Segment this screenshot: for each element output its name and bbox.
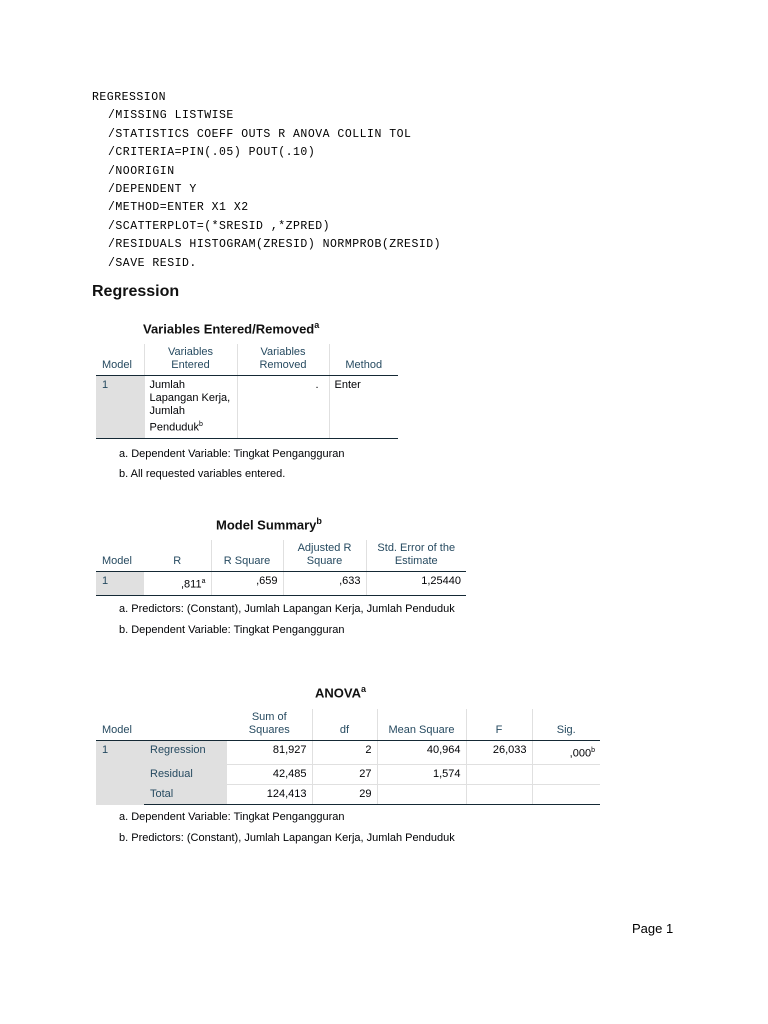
cell-std-error: 1,25440 [366, 572, 466, 596]
variables-table-title [143, 320, 319, 336]
row-label-total: Total [144, 784, 227, 804]
cell-df: 27 [312, 764, 377, 784]
row-model-1: 1 [96, 376, 144, 439]
cell-sig [532, 764, 600, 784]
cell-footnote-marker: b [591, 747, 595, 754]
col-header-method: Method [329, 344, 398, 376]
cell-footnote-marker: a [201, 578, 206, 585]
cell-f: 26,033 [466, 741, 532, 765]
cell-variables-removed: . [237, 376, 329, 439]
title-footnote-marker: b [316, 516, 322, 526]
page-number: Page 1 [632, 921, 674, 936]
cell-df: 29 [312, 784, 377, 804]
col-header-std-error: Std. Error of the Estimate [366, 540, 466, 572]
table-row [96, 784, 600, 804]
syntax-line: /SAVE RESID. [108, 256, 197, 270]
col-header-r: R [144, 540, 211, 572]
model-summary-title [216, 516, 322, 532]
variables-entered-table [96, 344, 398, 439]
model-summary-table [96, 540, 466, 596]
syntax-line: /STATISTICS COEFF OUTS R ANOVA COLLIN TOL [108, 127, 412, 141]
cell-sig-text: ,000 [569, 747, 592, 760]
row-model-1: 1 [96, 572, 144, 596]
table-row [96, 376, 398, 439]
col-header-f: F [466, 709, 532, 741]
cell-sig [532, 784, 600, 804]
cell-mean-square [377, 784, 466, 804]
footnote: b. Predictors: (Constant), Jumlah Lapangan Kerja, Jumlah Penduduk [119, 832, 455, 844]
cell-f [466, 784, 532, 804]
syntax-line: /METHOD=ENTER X1 X2 [108, 201, 249, 215]
cell-variables-entered-text: Jumlah Lapangan Kerja, Jumlah Penduduk [149, 379, 231, 434]
col-header-r-square: R Square [211, 540, 283, 572]
col-header-mean-square: Mean Square [377, 709, 466, 741]
syntax-line: REGRESSION [92, 91, 167, 104]
cell-adjusted-r-square: ,633 [283, 572, 366, 596]
col-header-variables-entered: Variables Entered [144, 344, 237, 376]
cell-footnote-marker: b [199, 421, 203, 428]
syntax-line: /CRITERIA=PIN(.05) POUT(.10) [108, 146, 316, 160]
footnote: b. Dependent Variable: Tingkat Pengangguran [119, 624, 345, 636]
col-header-blank [144, 709, 227, 741]
cell-variables-entered [144, 376, 237, 439]
cell-sum-of-squares: 42,485 [227, 764, 312, 784]
row-model-1: 1 [96, 741, 144, 805]
syntax-block [92, 89, 441, 273]
cell-r [144, 572, 211, 596]
syntax-line: /DEPENDENT Y [108, 182, 197, 196]
footnote: a. Dependent Variable: Tingkat Pengangguran [119, 811, 345, 823]
syntax-line: /MISSING LISTWISE [108, 109, 234, 123]
col-header-sum-of-squares: Sum of Squares [227, 709, 312, 741]
cell-mean-square: 40,964 [377, 741, 466, 765]
col-header-sig: Sig. [532, 709, 600, 741]
anova-table [96, 709, 600, 805]
syntax-line: /RESIDUALS HISTOGRAM(ZRESID) NORMPROB(ZRESID) [108, 238, 442, 252]
anova-title [315, 684, 366, 700]
col-header-variables-removed: Variables Removed [237, 344, 329, 376]
title-footnote-marker: a [360, 684, 366, 694]
title-footnote-marker: a [314, 320, 320, 330]
syntax-line: /NOORIGIN [108, 164, 175, 178]
cell-f [466, 764, 532, 784]
table-row [96, 572, 466, 596]
cell-mean-square: 1,574 [377, 764, 466, 784]
footnote: a. Predictors: (Constant), Jumlah Lapangan Kerja, Jumlah Penduduk [119, 603, 455, 615]
variables-table-title-text: Variables Entered/Removed [143, 321, 315, 337]
col-header-model: Model [96, 344, 144, 376]
col-header-df: df [312, 709, 377, 741]
row-label-regression: Regression [144, 741, 227, 765]
table-row [96, 741, 600, 765]
col-header-model: Model [96, 709, 144, 741]
cell-r-square: ,659 [211, 572, 283, 596]
cell-sig [532, 741, 600, 765]
cell-r-text: ,811 [181, 578, 202, 591]
syntax-line: /SCATTERPLOT=(*SRESID ,*ZPRED) [108, 219, 331, 233]
row-label-residual: Residual [144, 764, 227, 784]
cell-df: 2 [312, 741, 377, 765]
section-title: Regression [92, 283, 180, 300]
col-header-model: Model [96, 540, 144, 572]
footnote: b. All requested variables entered. [119, 468, 286, 480]
cell-sum-of-squares: 81,927 [227, 741, 312, 765]
cell-method: Enter [329, 376, 398, 439]
col-header-adjusted-r-square: Adjusted R Square [283, 540, 366, 572]
table-row [96, 764, 600, 784]
model-summary-title-text: Model Summary [216, 517, 317, 533]
cell-sum-of-squares: 124,413 [227, 784, 312, 804]
anova-title-text: ANOVA [315, 685, 361, 701]
footnote: a. Dependent Variable: Tingkat Pengangguran [119, 448, 345, 460]
